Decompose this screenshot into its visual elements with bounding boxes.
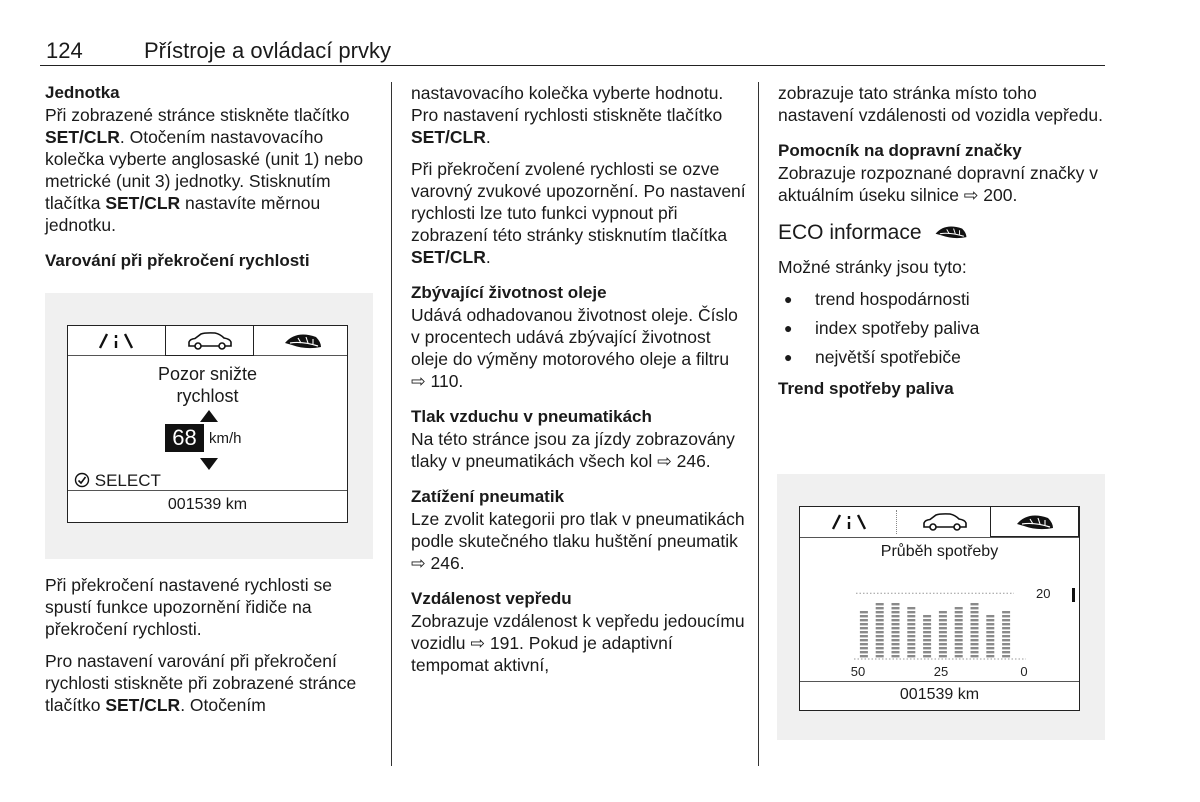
speed-warning-paragraph: Při překročení nastavené rychlosti se spustí funkce upozornění řidiče na překročení rychlosti. [45,575,332,639]
tyre-load-heading: Zatížení pneumatik [411,487,565,506]
chart-title: Průběh spotřeby [880,543,999,560]
chart-bar [860,611,868,657]
page-number: 124 [46,38,83,63]
traffic-sign-heading: Pomocník na dopravní značky [778,141,1022,160]
possible-pages-text: Možné stránky jsou tyto: [778,257,967,277]
varovani-heading: Varování při překročení rychlosti [45,251,310,270]
x-tick-label: 25 [933,664,949,679]
jednotka-paragraph: Při zobrazené stránce stiskněte tlačítko SET/CLR. Otočením nastavovacího kolečka vyberte anglosaské (unit 1) nebo metrické (unit 3) jednotky. Stisknutím tlačítka SET/CLR nastavíte měrnou jednotku. [45,105,364,235]
tyre-pressure-paragraph: Na této stránce jsou za jízdy zobrazovány tlaky v pneumatikách všech kol ⇨ 246. [411,429,735,471]
x-tick-label: 50 [850,664,866,679]
list-item: ● index spotřeby paliva [778,317,1108,339]
page-header [40,36,1105,66]
chart-bar [923,615,931,657]
column-2 [411,82,746,676]
jednotka-heading: Jednotka [45,83,120,102]
eco-pages-list [778,288,1108,368]
chart-bar [907,607,915,657]
arrow-down-icon [200,458,218,470]
speed-exceed-paragraph: Při překročení zvolené rychlosti se ozve varovný zvukové upozornění. Po nastavení rychlosti lze tuto funkci vypnout při zobrazení této stránky stisknutím tlačítka SET/CLR. [411,159,746,267]
eco-heading-text: ECO informace [778,221,922,244]
bold-term: SET/CLR [105,193,181,213]
tab-separator [896,510,897,534]
fuel-trend-heading: Trend spotřeby paliva [778,379,954,398]
chart-bar [939,611,947,657]
distance-ahead-cont-paragraph: zobrazuje tato stránka místo toho nastavení vzdálenosti od vozidla vepředu. [778,83,1103,125]
distance-ahead-heading: Vzdálenost vepředu [411,589,572,608]
road-lanes-icon [94,332,138,350]
chart-bar [1002,611,1010,657]
fuel-trend-display [799,506,1080,711]
chart-bar [986,615,994,657]
odometer-readout: 001539 km [899,686,980,703]
scrollbar[interactable] [1072,588,1075,602]
select-label: SELECT [94,471,161,490]
eco-leaf-icon [933,224,969,240]
display-tabs [800,507,1079,538]
traffic-sign-paragraph: Zobrazuje rozpoznané dopravní značky v aktuálním úseku silnice ⇨ 200. [778,163,1099,205]
check-circle-icon [74,472,90,488]
column-1 [45,82,380,272]
y-tick-label: 20 [1036,586,1051,602]
display-tabs [68,326,347,356]
tab-car [165,326,254,356]
odometer-readout: 001539 km [167,496,248,513]
speed-setting-paragraph: nastavovacího kolečka vyberte hodnotu. Pro nastavení rychlosti stiskněte tlačítko SET/CLR. [411,83,724,147]
eco-heading [778,220,1108,246]
odometer-divider [68,490,347,491]
bold-term: SET/CLR [105,695,181,715]
tab-car [902,507,988,537]
eco-leaf-icon [282,332,324,350]
column-1-lower [45,574,380,716]
list-item: ● trend hospodárnosti [778,288,1108,310]
distance-ahead-paragraph: Zobrazuje vzdálenost k vepředu jedoucímu vozidlu ⇨ 191. Pokud je adaptivní tempomat aktivní, [411,611,745,675]
chart-bar [955,607,963,657]
arrow-up-icon [200,410,218,422]
x-tick-label: 0 [1020,664,1028,679]
bold-term: SET/CLR [411,127,486,147]
odometer-divider [800,681,1079,682]
road-lanes-icon [827,513,871,531]
warning-line-2: rychlost [176,386,239,406]
column-divider-2 [758,82,759,766]
chart-bar [876,603,884,657]
speed-warning-display [67,325,348,523]
tab-road [812,507,886,537]
page-title: Přístroje a ovládací prvky [144,38,391,63]
list-item: ● největší spotřebiče [778,346,1108,368]
fuel-trend-figure [777,474,1105,740]
warning-line-1: Pozor snižte [157,364,258,384]
tab-eco [273,326,333,356]
tab-road [86,326,146,356]
speed-unit: km/h [209,430,242,447]
bold-term: SET/CLR [411,247,486,267]
select-row [74,471,161,491]
tab-eco [990,507,1079,537]
chart-bar [892,603,900,657]
eco-leaf-icon [1014,513,1056,531]
tyre-load-paragraph: Lze zvolit kategorii pro tlak v pneumatikách podle skutečného tlaku huštění pneumatik ⇨ 246. [411,509,745,573]
column-divider-1 [391,82,392,766]
oil-life-paragraph: Udává odhadovanou životnost oleje. Číslo v procentech udává zbývající životnost oleje do výměny motorového oleje a filtru ⇨ 110. [411,305,738,391]
chart-bar [971,603,979,657]
tyre-pressure-heading: Tlak vzduchu v pneumatikách [411,407,652,426]
car-icon [185,331,235,351]
speed-warning-setting-paragraph: Pro nastavení varování při překročení rychlosti stiskněte při zobrazené stránce tlačítko SET/CLR. Otočením [45,651,357,715]
bold-term: SET/CLR [45,127,120,147]
car-icon [920,512,970,532]
oil-life-heading: Zbývající životnost oleje [411,283,607,302]
fuel-trend-chart [800,563,1081,681]
speed-value: 68 [165,424,204,452]
column-3 [778,82,1108,400]
speed-warning-figure [45,293,373,559]
